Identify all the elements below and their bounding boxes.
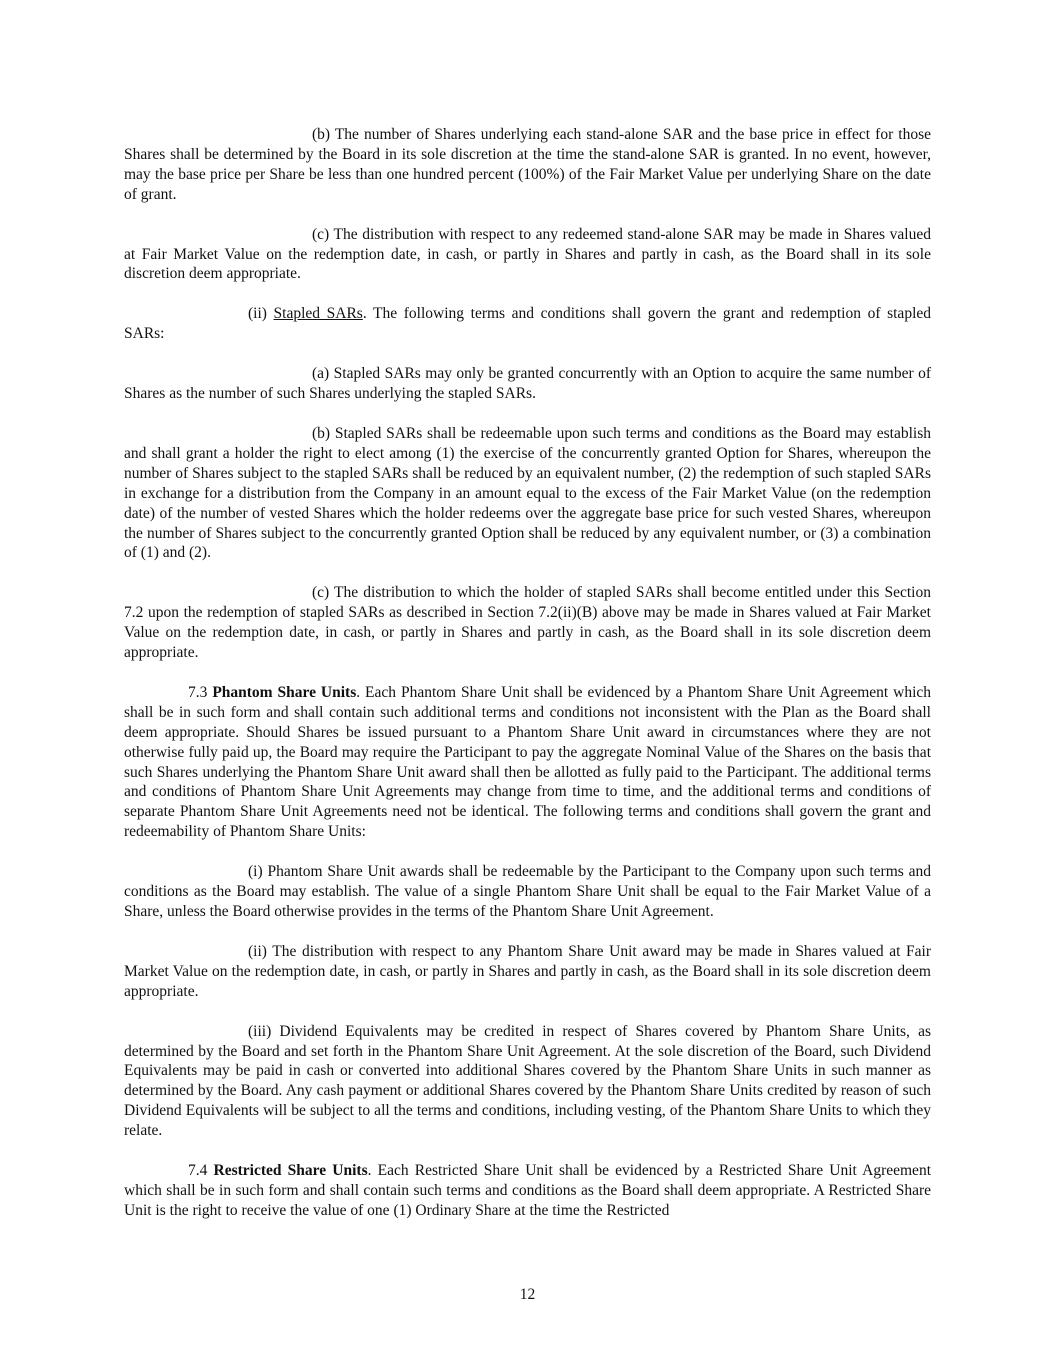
- section-number: 7.3: [188, 683, 213, 701]
- section-heading-restricted-share-units: Restricted Share Units: [213, 1162, 368, 1180]
- paragraph-text: . Each Restricted Share Unit shall be evidenced by a Restricted Share Unit Agreement which shall be in such form and shall contain such terms and conditions as the Board shall deem appropriate. A Restricted Share Unit is the right to receive the value of one (1) Ordinary Share at the time the Restricted: [124, 1162, 931, 1219]
- paragraph-stapled-sar-a: (a) Stapled SARs may only be granted concurrently with an Option to acquire the same number of Shares as the number of such Shares underlying the stapled SARs.: [124, 365, 931, 403]
- paragraph-text: . Each Phantom Share Unit shall be evidenced by a Phantom Share Unit Agreement which shall be in such form and shall contain such additional terms and conditions not inconsistent with the Plan as the Board shall deem appropriate. Should Shares be issued pursuant to a Phantom Share Unit award in circumstances where they are not otherwise fully paid up, the Board may require the Participant to pay the aggregate Nominal Value of the Shares on the basis that such Shares underlying the Phantom Share Unit award shall then be allotted as fully paid to the Participant. The additional terms and conditions of Phantom Share Unit Agreements may change from time to time, and the additional terms and conditions of separate Phantom Share Unit Agreements need not be identical. The following terms and conditions shall govern the grant and redeemability of Phantom Share Units:: [124, 683, 932, 841]
- paragraph-phantom-iii: (iii) Dividend Equivalents may be credited in respect of Shares covered by Phantom Share Units, as determined by the Board and set forth in the Phantom Share Unit Agreement. At the sole discretion of the Board, such Dividend Equivalents may be paid in cash or converted into additional Shares covered by the Phantom Share Units in such manner as determined by the Board. Any cash payment or additional Shares covered by the Phantom Share Units credited by reason of such Dividend Equivalents will be subject to all the terms and conditions, including vesting, of the Phantom Share Units to which they relate.: [124, 1022, 931, 1140]
- paragraph-standalone-sar-c: (c) The distribution with respect to any redeemed stand-alone SAR may be made in Shares valued at Fair Market Value on the redemption date, in cash, or partly in Shares and partly in cash, as the Board shall in its sole discretion deem appropriate.: [124, 225, 931, 283]
- paragraph-stapled-sar-b: (b) Stapled SARs shall be redeemable upon such terms and conditions as the Board may establish and shall grant a holder the right to elect among (1) the exercise of the concurrently granted Option for Shares, whereupon the number of Shares subject to the stapled SARs shall be reduced by an equivalent number, (2) the redemption of such stapled SARs in exchange for a distribution from the Company in an amount equal to the excess of the Fair Market Value (on the redemption date) of the number of vested Shares which the holder redeems over the aggregate base price for such vested Shares, whereupon the number of Shares subject to the concurrently granted Option shall be reduced by any equivalent number, or (3) a combination of (1) and (2).: [124, 424, 931, 562]
- paragraph-phantom-share-units: [124, 683, 931, 842]
- document-page: [124, 125, 931, 1241]
- paragraph-stapled-sar-c: (c) The distribution to which the holder of stapled SARs shall become entitled under this Section 7.2 upon the redemption of stapled SARs as described in Section 7.2(ii)(B) above may be made in Shares valued at Fair Market Value on the redemption date, in cash, or partly in Shares and partly in cash, as the Board shall in its sole discretion deem appropriate.: [124, 584, 931, 662]
- section-number: 7.4: [188, 1162, 214, 1180]
- paragraph-standalone-sar-b: (b) The number of Shares underlying each stand-alone SAR and the base price in effect for those Shares shall be determined by the Board in its sole discretion at the time the stand-alone SAR is granted. In no event, however, may the base price per Share be less than one hundred percent (100%) of the Fair Market Value per underlying Share on the date of grant.: [124, 126, 931, 203]
- page-number: 12: [519, 1286, 536, 1303]
- subsection-number: (ii): [248, 305, 274, 323]
- paragraph-restricted-share-units: [124, 1161, 931, 1221]
- paragraph-text: . The following terms and conditions shall govern the grant and redemption of stapled SARs:: [124, 305, 932, 343]
- subsection-heading-stapled-sars: Stapled SARs: [273, 305, 363, 323]
- section-heading-phantom-share-units: Phantom Share Units: [212, 683, 357, 701]
- paragraph-phantom-ii: (ii) The distribution with respect to any Phantom Share Unit award may be made in Shares valued at Fair Market Value on the redemption date, in cash, or partly in Shares and partly in cash, as the Board shall in its sole discretion deem appropriate.: [124, 942, 931, 1000]
- paragraph-phantom-i: (i) Phantom Share Unit awards shall be redeemable by the Participant to the Company upon such terms and conditions as the Board may establish. The value of a single Phantom Share Unit shall be equal to the Fair Market Value of a Share, unless the Board otherwise provides in the terms of the Phantom Share Unit Agreement.: [124, 863, 931, 920]
- paragraph-stapled-sars: [124, 304, 931, 344]
